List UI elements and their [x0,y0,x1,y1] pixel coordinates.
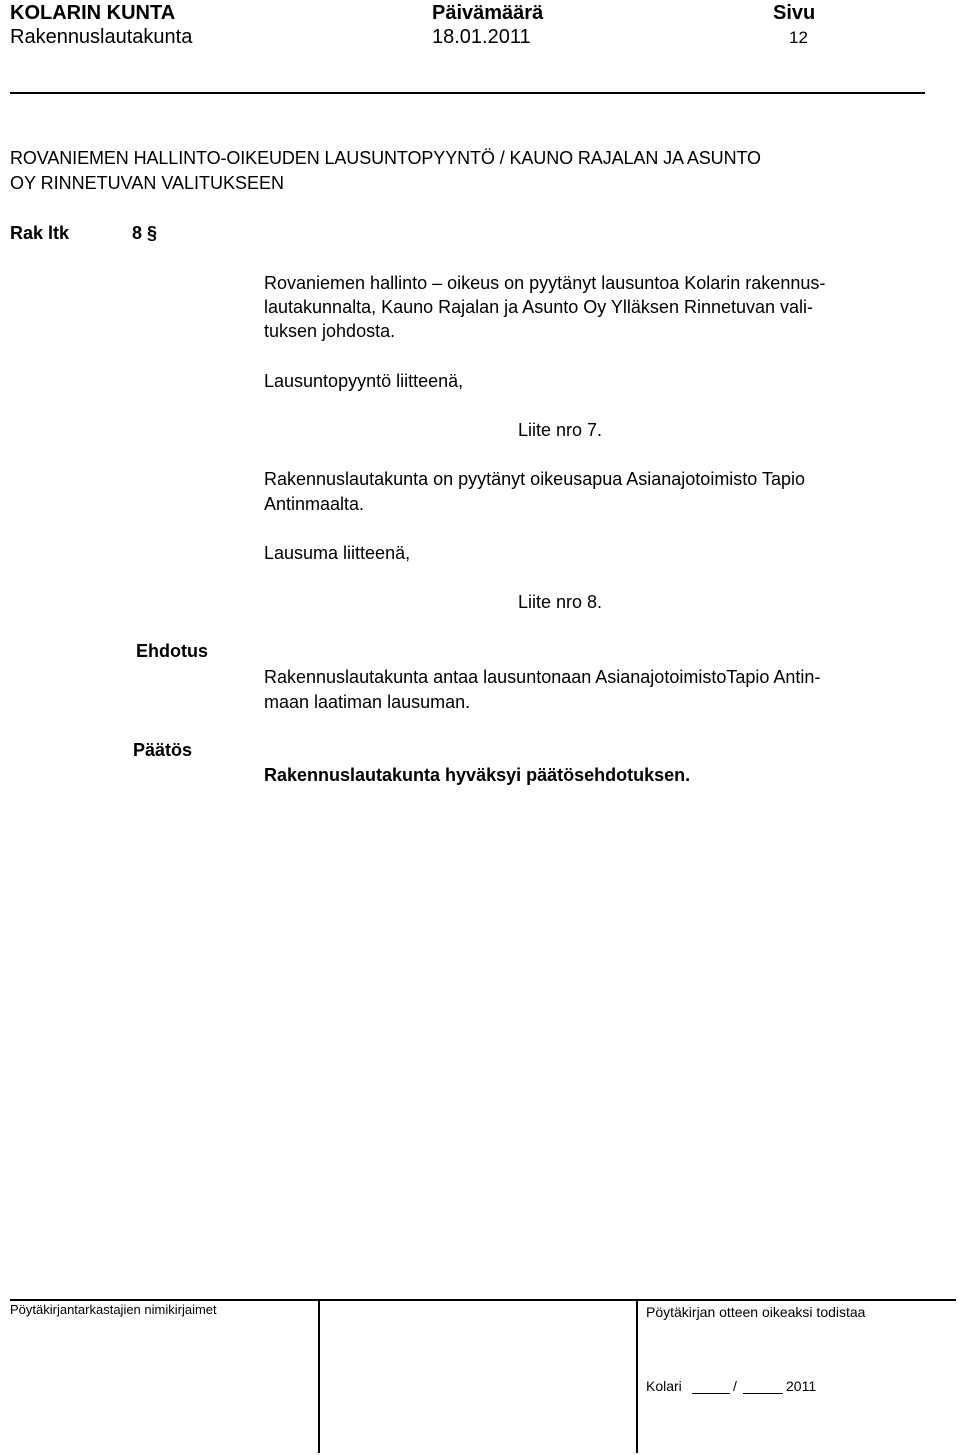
document-title-line1: ROVANIEMEN HALLINTO-OIKEUDEN LAUSUNTOPYYNTÖ / KAUNO RAJALAN JA ASUNTO [10,148,761,168]
footer-place: Kolari [646,1378,682,1394]
footer-month-blank [743,1393,783,1394]
footer-day-blank [692,1393,730,1394]
page-label: Sivu [773,2,816,24]
section-number: 8 § [132,223,158,243]
decision-label: Päätös [133,740,193,760]
attachment-1-text: Lausuntopyyntö liitteenä, [264,371,464,391]
page-number: 12 [789,28,808,47]
department-name: Rakennuslautakunta [10,26,193,48]
attachment-1-reference: Liite nro 7. [518,420,603,440]
date-label: Päivämäärä [432,2,544,24]
proposal-line1: Rakennuslautakunta antaa lausuntonaan AsianajotoimistoTapio Antin- [264,667,821,687]
footer-right-vertical-rule [636,1299,638,1453]
paragraph-1-line3: tuksen johdosta. [264,321,396,341]
footer-initials-label: Pöytäkirjantarkastajien nimikirjaimet [10,1302,217,1317]
section-label: Rak ltk [10,223,70,243]
document-title-line2: OY RINNETUVAN VALITUKSEEN [10,173,285,193]
decision-text: Rakennuslautakunta hyväksyi päätösehdotuksen. [264,765,691,785]
footer-divider [10,1299,956,1301]
paragraph-2-line2: Antinmaalta. [264,494,365,514]
footer-left-vertical-rule [318,1299,320,1453]
footer-certification-label: Pöytäkirjan otteen oikeaksi todistaa [646,1304,866,1320]
organization-name: KOLARIN KUNTA [10,2,176,24]
attachment-2-text: Lausuma liitteenä, [264,543,411,563]
header-divider [10,92,925,94]
proposal-label: Ehdotus [136,641,208,661]
paragraph-1-line2: lautakunnalta, Kauno Rajalan ja Asunto Oy Ylläksen Rinnetuvan vali- [264,297,814,317]
paragraph-1-line1: Rovaniemen hallinto – oikeus on pyytänyt lausuntoa Kolarin rakennus- [264,273,826,293]
proposal-line2: maan laatiman lausuman. [264,692,471,712]
footer-year: 2011 [786,1378,817,1394]
date-value: 18.01.2011 [432,26,531,48]
footer-date-separator: / [733,1378,737,1394]
paragraph-2-line1: Rakennuslautakunta on pyytänyt oikeusapua Asianajotoimisto Tapio [264,469,806,489]
attachment-2-reference: Liite nro 8. [518,592,603,612]
